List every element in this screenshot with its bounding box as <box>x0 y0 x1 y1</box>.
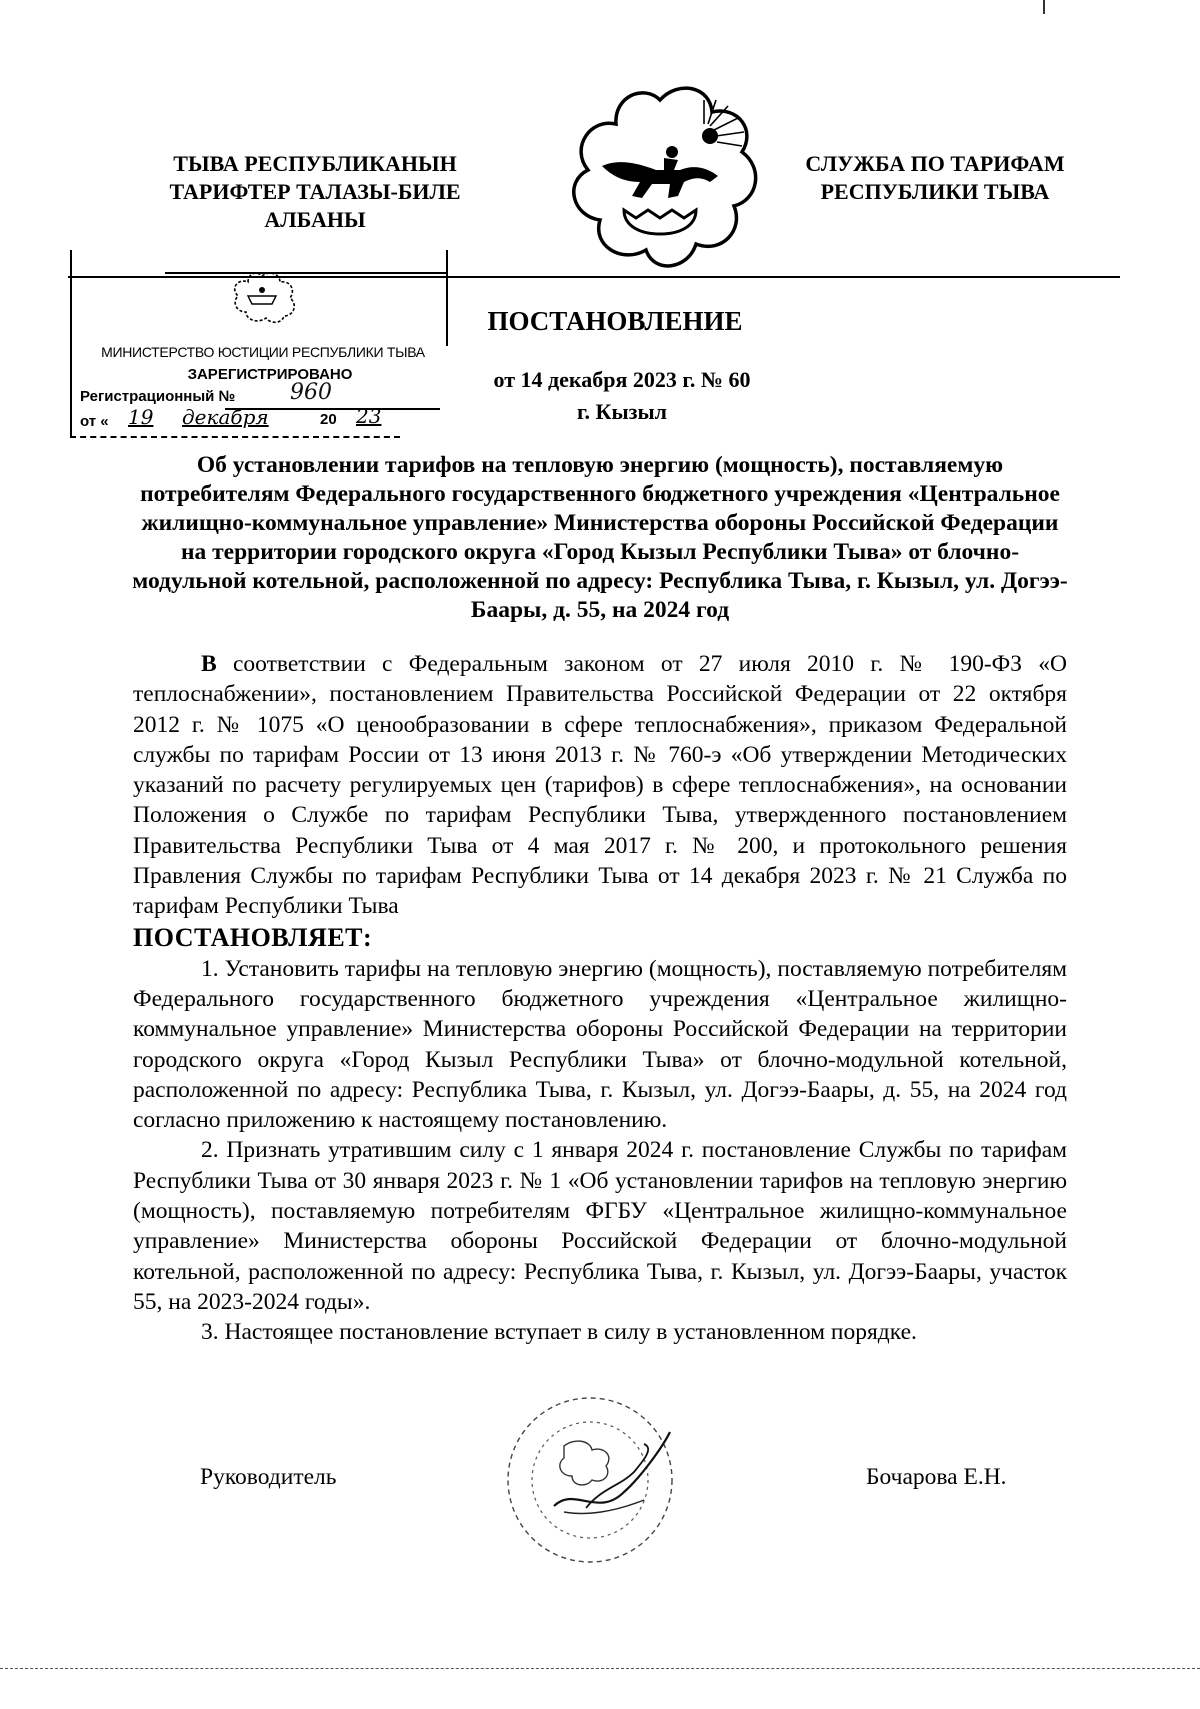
stamp-ministry-name: МИНИСТЕРСТВО ЮСТИЦИИ РЕСПУБЛИКИ ТЫВА <box>101 344 425 360</box>
org-name-tuvan-line-2: ТАРИФТЕР ТАЛАЗЫ-БИЛЕ <box>169 179 461 204</box>
stamp-date-month: декабря <box>182 405 269 429</box>
stamp-frame-right <box>446 250 448 346</box>
stamp-frame-left <box>70 250 72 438</box>
stamp-date-label: от « <box>80 413 109 430</box>
resolution-item-2: 2. Признать утратившим силу с 1 января 2024 г. постановление Службы по тарифам Республики Тыва от 30 января 2023 г. № 1 «Об установлении тарифов на тепловую энергию (мощность), поставляемую потребителям ФГБУ «Центральное жилищно-коммунальное управление» Министерства обороны Российской Федерации от блочно-модульной котельной, расположенной по адресу: Республика Тыва, г. Кызыл, ул. Догээ-Баары, участок 55, на 2023-2024 годы». <box>133 1137 1067 1315</box>
org-name-russian-line-1: СЛУЖБА ПО ТАРИФАМ <box>805 151 1065 176</box>
resolves-word: ПОСТАНОВЛЯЕТ: <box>133 922 373 952</box>
preamble-paragraph <box>133 649 1067 922</box>
org-name-russian-line-2: РЕСПУБЛИКИ ТЫВА <box>820 179 1050 204</box>
resolution-item-3: 3. Настоящее постановление вступает в силу в установленном порядке. <box>201 1319 917 1346</box>
org-name-tuvan <box>110 150 520 234</box>
preamble-text: соответствии с Федеральным законом от 27 июля 2010 г. № 190-ФЗ «О теплоснабжении», постановлением Правительства Российской Федерации от 22 октября 2012 г. № 1075 «О ценообразовании в сфере теплоснабжения», приказом Федеральной службы по тарифам России от 13 июня 2013 г. № 760-э «Об утверждении Методических указаний по расчету регулируемых цен (тарифов) в сфере теплоснабжения», на основании Положения о Службе по тарифам Республики Тыва, утвержденного постановлением Правительства Республики Тыва от 4 мая 2017 г. № 200, и протокольного решения Правления Службы по тарифам Республики Тыва от 14 декабря 2023 г. № 21 Служба по тарифам Республики Тыва <box>133 651 1068 920</box>
signatory-name: Бочарова Е.Н. <box>866 1464 1007 1490</box>
org-name-russian <box>765 150 1105 206</box>
stamp-date-year-prefix: 20 <box>320 411 337 428</box>
resolution-item-1: 1. Установить тарифы на тепловую энергию (мощность), поставляемую потребителям Федерального государственного бюджетного учреждения «Центральное жилищно-коммунальное управление» Министерства обороны Российской Федерации на территории городского округа «Город Кызыл Республики Тыва» от блочно-модульной котельной, расположенной по адресу: Республика Тыва, г. Кызыл, ул. Догээ-Баары, д. 55, на 2024 год согласно приложению к настоящему постановлению. <box>133 955 1067 1134</box>
scan-edge-mark <box>1043 0 1045 14</box>
stamp-bottom-line <box>70 436 400 440</box>
scan-bottom-edge <box>0 1668 1200 1669</box>
stamp-emblem-icon <box>222 270 302 324</box>
stamp-top-line <box>165 272 448 274</box>
org-name-tuvan-line-3: АЛБАНЫ <box>264 207 366 232</box>
document-type: ПОСТАНОВЛЕНИЕ <box>487 306 743 336</box>
document-date-number: от 14 декабря 2023 г. № 60 <box>493 367 751 392</box>
registration-stamp <box>70 250 448 438</box>
document-title: Об установлении тарифов на тепловую энергию (мощность), поставляемую потребителям Федерального государственного бюджетного учреждения «Центральное жилищно-коммунальное управление» Министерства обороны Российской Федерации на территории городского округа «Город Кызыл Республики Тыва» от блочно-модульной котельной, расположенной по адресу: Республика Тыва, г. Кызыл, ул. Догээ-Баары, д. 55, на 2024 год <box>132 452 1068 623</box>
tuva-emblem-icon <box>560 78 760 278</box>
stamp-date-year-suffix: 23 <box>356 404 382 428</box>
signatory-role: Руководитель <box>200 1464 337 1490</box>
stamp-date-day: 19 <box>128 405 154 429</box>
document-body <box>133 649 1067 1348</box>
preamble-first-word: В <box>201 651 217 677</box>
document-city: г. Кызыл <box>577 399 667 424</box>
official-seal-icon <box>494 1388 694 1570</box>
stamp-registered-label: ЗАРЕГИСТРИРОВАНО <box>187 366 353 383</box>
stamp-reg-number: 960 <box>290 380 332 405</box>
stamp-reg-number-label: Регистрационный № <box>80 388 236 405</box>
org-name-tuvan-line-1: ТЫВА РЕСПУБЛИКАНЫН <box>173 151 457 176</box>
